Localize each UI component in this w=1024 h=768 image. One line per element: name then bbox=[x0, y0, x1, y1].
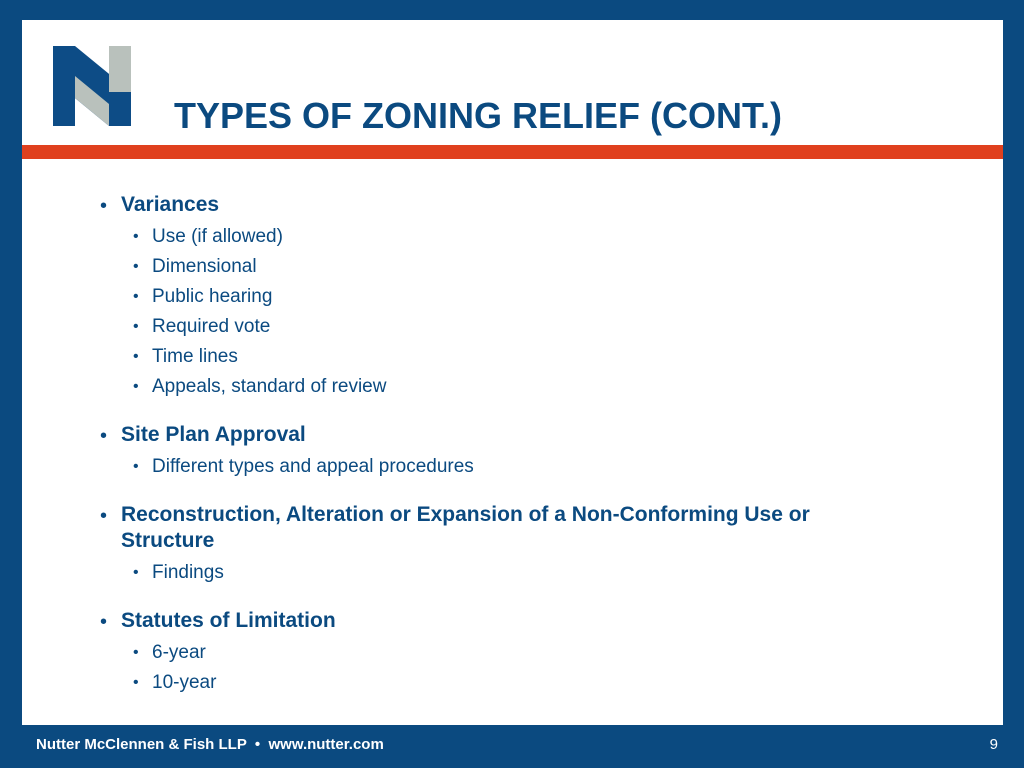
sub-bullet bbox=[121, 342, 915, 372]
bullet-list bbox=[95, 192, 915, 718]
sub-bullet bbox=[121, 312, 915, 342]
sub-bullet-text: Findings bbox=[152, 562, 224, 583]
bullet-variances bbox=[95, 192, 915, 402]
sub-bullet-text: Dimensional bbox=[152, 256, 257, 277]
sub-bullet bbox=[121, 252, 915, 282]
sub-bullet-list bbox=[121, 452, 915, 482]
sub-bullet-text: Different types and appeal procedures bbox=[152, 456, 474, 477]
bullet-dot-icon: • bbox=[100, 425, 108, 447]
sub-bullet-list bbox=[121, 558, 915, 588]
bullet-dot-icon: • bbox=[100, 611, 108, 633]
sub-bullet-list bbox=[121, 222, 915, 402]
bullet-dot-icon: • bbox=[133, 258, 139, 275]
sub-bullet bbox=[121, 372, 915, 402]
bullet-heading: Site Plan Approval bbox=[121, 423, 306, 446]
sub-bullet bbox=[121, 452, 915, 482]
bullet-dot-icon: • bbox=[100, 505, 108, 527]
sub-bullet bbox=[121, 558, 915, 588]
footer bbox=[0, 725, 1024, 768]
sub-bullet bbox=[121, 668, 915, 698]
sub-bullet-text: Required vote bbox=[152, 316, 271, 337]
bullet-dot-icon: • bbox=[133, 348, 139, 365]
bullet-heading: Statutes of Limitation bbox=[121, 609, 336, 632]
bullet-dot-icon: • bbox=[133, 564, 139, 581]
bullet-dot-icon: • bbox=[133, 458, 139, 475]
bullet-dot-icon: • bbox=[133, 644, 139, 661]
bullet-site-plan-approval bbox=[95, 422, 915, 482]
sub-bullet-text: Time lines bbox=[152, 346, 238, 367]
bullet-heading: Reconstruction, Alteration or Expansion of a Non-Conforming Use or Structure bbox=[121, 503, 810, 552]
sub-bullet-text: Use (if allowed) bbox=[152, 226, 283, 247]
sub-bullet-text: 6-year bbox=[152, 642, 206, 663]
bullet-heading: Variances bbox=[121, 193, 220, 216]
footer-text: Nutter McClennen & Fish LLP • www.nutter.com bbox=[36, 736, 384, 753]
bullet-dot-icon: • bbox=[133, 318, 139, 335]
sub-bullet-text: Appeals, standard of review bbox=[152, 376, 387, 397]
bullet-dot-icon: • bbox=[133, 674, 139, 691]
sub-bullet-text: 10-year bbox=[152, 672, 217, 693]
content-panel bbox=[22, 20, 1003, 725]
slide-title: TYPES OF ZONING RELIEF (CONT.) bbox=[174, 95, 783, 136]
bullet-statutes-of-limitation bbox=[95, 608, 915, 698]
sub-bullet bbox=[121, 638, 915, 668]
bullet-dot-icon: • bbox=[133, 228, 139, 245]
sub-bullet bbox=[121, 282, 915, 312]
bullet-reconstruction bbox=[95, 502, 915, 588]
sub-bullet-text: Public hearing bbox=[152, 286, 273, 307]
nutter-logo-icon bbox=[53, 46, 131, 126]
bullet-dot-icon: • bbox=[100, 195, 108, 217]
sub-bullet bbox=[121, 222, 915, 252]
page-number: 9 bbox=[989, 736, 998, 753]
sub-bullet-list bbox=[121, 638, 915, 698]
title-divider bbox=[22, 145, 1003, 159]
bullet-dot-icon: • bbox=[133, 378, 139, 395]
bullet-dot-icon: • bbox=[133, 288, 139, 305]
